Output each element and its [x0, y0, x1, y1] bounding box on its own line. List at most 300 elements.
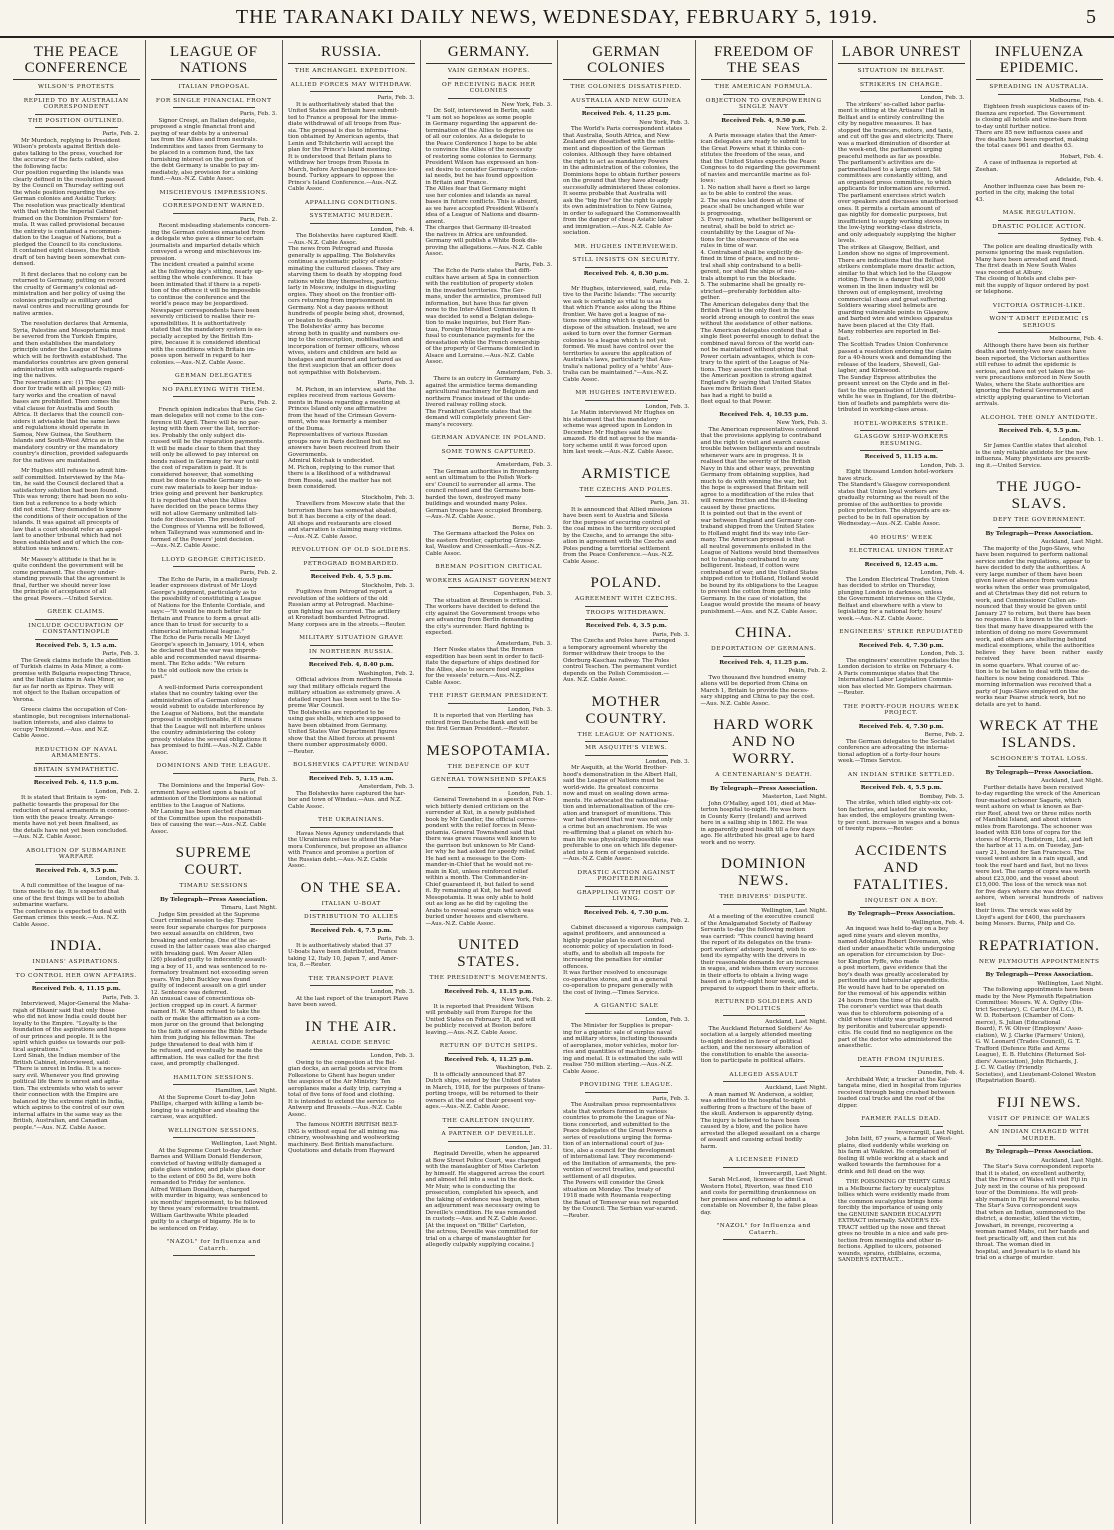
text-line: will remove friction and the ill-feeling	[700, 498, 808, 504]
text-line: The news from Petrograd and Russia	[288, 246, 394, 252]
text-line: did not exist. They demanded to know	[13, 507, 122, 513]
text-line: military situation as extremely grave. A	[288, 690, 401, 696]
text-line: continue a systematic policy of exter-	[288, 259, 394, 265]
text-line: 12. Sentence was deferred.	[150, 989, 229, 996]
divider	[310, 985, 393, 986]
text-line: tions meets to day. It is expected that	[13, 889, 120, 895]
text-line: The famous NORTH BRITISH BELT-	[296, 1122, 399, 1128]
newspaper-columns	[8, 40, 1108, 1524]
text-line: have been sent to Austria and Silesia	[563, 513, 669, 519]
subheading: INCLUDE OCCUPATION OF CONSTANTINOPLE	[28, 622, 125, 635]
text-line: have been placed at the City Hall.	[838, 322, 935, 329]
text-line: many's recovery.	[425, 421, 473, 428]
text-line: The Czechs and Poles have arranged	[571, 638, 676, 644]
divider	[173, 396, 256, 397]
divider	[585, 906, 668, 907]
text-line: forcibly the importance of using only	[838, 1205, 943, 1211]
divider	[448, 1141, 531, 1142]
text-line: feet practically off, and then cut his	[975, 1235, 1077, 1242]
text-line: W. D. Robertson (Chamber of Com-	[975, 1013, 1075, 1019]
divider	[35, 127, 118, 128]
text-line: with the restitution of property stolen	[425, 281, 533, 287]
text-line: livered railway rolling stock.	[425, 402, 507, 408]
text-line: rajah of Bikanir said that only those	[13, 1007, 115, 1014]
article-paragraph	[151, 118, 278, 183]
text-line: siders it advisable that the same laws	[13, 418, 120, 425]
dateline: Paris, Feb. 2.	[239, 570, 277, 576]
text-line: tend its sympathy with the drivers in	[700, 953, 806, 959]
text-line: Many robberies are reported in Bel-	[838, 329, 941, 335]
subheading: REVOLUTION OF OLD SOLDIERS.	[291, 547, 411, 553]
text-line: ican delegates are ready to submit to	[700, 139, 807, 145]
text-line: intention of doing no more Government	[975, 630, 1088, 636]
subheading: A GIGANTIC SALE	[593, 1003, 659, 1009]
text-line: gives no trouble in a nice and safe pro-	[838, 1231, 949, 1237]
column-headline: INFLUENZA EPIDEMIC.	[976, 44, 1104, 80]
text-line: German troops have occupied Bromberg.	[425, 507, 543, 514]
text-line: stated that the mandatory system is es-	[150, 327, 263, 333]
text-line: preferable to one on which life degener-	[563, 843, 678, 849]
subheading: DEPORTATION OF GERMANS.	[711, 646, 817, 652]
text-line: guilty of indecent assault on a girl under	[150, 983, 267, 989]
text-line: serious, and have not yet taken the se-	[975, 368, 1086, 375]
text-line: returned to Germany, putting on record	[13, 278, 126, 284]
text-line: from Russia, said the matter has not	[288, 477, 392, 484]
text-line: It is officially announced that 87	[433, 1071, 526, 1078]
text-line: a crime but an anachronism. He was	[563, 823, 668, 830]
text-line: must be done to enable Germany to se-	[150, 478, 262, 484]
text-line: be sentenced on Friday.	[150, 1225, 219, 1232]
text-line: Mr Murdoch, replying to President	[21, 137, 121, 144]
text-line: ago. He attributed his great age to hard	[700, 833, 815, 839]
text-line: by the Czechs, and to arrange the situ-	[563, 532, 674, 539]
text-line: states that no country taking over the	[150, 691, 258, 697]
text-line: Judge Sim presided at the Supreme	[158, 911, 260, 918]
article-paragraph	[426, 598, 553, 637]
text-line: who did not know India could doubt her	[13, 1014, 127, 1020]
text-line: Phillips, charged with killing a lamb be-	[150, 1101, 264, 1107]
text-line: much to do with winning the war, but	[700, 478, 807, 485]
text-line: standing prevails that the agreement is	[13, 576, 125, 582]
divider	[998, 424, 1082, 425]
article-paragraph	[563, 286, 690, 384]
subheading: ENGINEERS' STRIKE REPUDIATED	[839, 629, 964, 635]
text-line: he declared that the war was improb-	[150, 648, 258, 654]
article-paragraph	[976, 987, 1104, 1085]
text-line: The conference is expected to deal with	[13, 908, 127, 915]
text-line: J. C. W. Catley (Friendly	[975, 1065, 1043, 1071]
text-line: received through being crushed between	[838, 1089, 955, 1096]
dateline: Wellington, Last Night.	[211, 1141, 277, 1147]
text-line: William Garthwaite White pleaded	[150, 1212, 249, 1219]
divider	[585, 94, 668, 95]
dateline: Auckland, Last Night.	[1041, 1157, 1103, 1164]
text-line: diate withdrawal of all troops from Rus-	[288, 121, 402, 127]
text-line: ments. He advocated the nationalisa-	[563, 797, 669, 804]
newspaper-title: THE TARANAKI DAILY NEWS, WEDNESDAY, FEBRUARY 5, 1919.	[235, 6, 879, 28]
text-line: naval centres and recruiting grounds for	[13, 304, 129, 310]
article-paragraph	[426, 647, 553, 686]
text-line: been intimated that if there is a repeti-	[150, 281, 262, 288]
text-line: grossly violates the several obligations it	[150, 736, 267, 743]
article-paragraph	[288, 387, 415, 491]
section-headline: THE JUGO-SLAVS.	[996, 479, 1082, 512]
text-line: political life there is unrest and agita-	[13, 1079, 121, 1085]
article-paragraph	[563, 126, 690, 237]
text-line: information, but have thus far given	[425, 300, 529, 307]
text-line: are advancing from Berlin demanding	[425, 617, 534, 623]
text-line: depends on the Polish Commission.—	[563, 670, 669, 677]
text-line: by peritonitis and tubercular appendi-	[838, 1023, 947, 1030]
text-line: their reasonable demands for an increase	[700, 959, 819, 966]
text-line: police protection. The shipyards are ex-	[838, 508, 951, 514]
text-line: groups now in Paris declined but no	[288, 438, 391, 445]
text-line: sia. The proposal is due to informa-	[288, 127, 389, 134]
text-line: week.—Aus.-N.Z. Cable Assoc.	[838, 615, 925, 622]
subheading: INQUEST ON A BOY.	[864, 897, 938, 904]
text-line: The workers have decided to defend the	[425, 604, 540, 610]
text-line: Sir James Cantlie states that alcohol	[983, 443, 1087, 449]
divider	[585, 107, 668, 108]
text-line: Newspaper correspondents have been	[150, 307, 260, 314]
text-line: The Auckland Returned Soldiers' As-	[708, 1025, 813, 1032]
subheading: ALCOHOL THE ONLY ANTIDOTE.	[980, 414, 1098, 421]
text-line: £15,000. The loss of the wreck was not	[975, 882, 1087, 888]
text-line: tude for discussion. The president of	[150, 517, 255, 523]
text-line: tor Kington Fyffe, who made	[838, 958, 920, 965]
text-line: whenever wars are in progress. It is	[700, 452, 804, 459]
text-line: tive to the Pacific Islands: "The security	[563, 292, 676, 298]
divider	[585, 400, 668, 401]
text-line: the Government intervenes on the Clyde,	[838, 596, 956, 602]
text-line: bases in future conflicts. This is absurd,	[425, 199, 539, 205]
text-line: in County Kerry (Ireland) and arrived	[700, 813, 807, 820]
divider	[310, 557, 393, 558]
text-line: Cable Assoc.	[288, 186, 325, 192]
text-line: peaceful methods as far as possible.	[838, 153, 941, 160]
text-line: or beaten to death.	[288, 317, 343, 324]
text-line: He would have had to be operated on	[838, 984, 945, 991]
dateline: London, Feb. 4.	[920, 570, 965, 576]
received-line: By Telegraph—Press Association.	[985, 972, 1093, 978]
dateline: Paris, Feb. 3.	[377, 380, 415, 386]
text-line: League would provide the means of heavy	[700, 602, 821, 608]
text-line: It is pointed out that in the event of	[700, 511, 802, 517]
divider	[310, 910, 393, 911]
text-line: islands. It was against all precepts of	[13, 520, 119, 526]
text-line: It is stated that Britain is sym-	[21, 795, 108, 801]
divider	[448, 1127, 531, 1128]
text-line: pledged the Council to its conclusions.	[13, 241, 123, 248]
text-line: John O'Malley, aged 101, died at Mas-	[708, 800, 817, 807]
dateline: Stockholm, Feb. 3.	[361, 494, 415, 501]
text-line: his statement that the mandatory	[563, 416, 659, 423]
text-line: self committed. Interviewed by the Ma-	[13, 474, 125, 481]
text-line: very large number of them have been	[975, 571, 1083, 578]
divider	[860, 558, 943, 559]
text-line: for the natives are maintained.	[13, 457, 101, 464]
text-line: stantinople, but recognises international-	[13, 713, 131, 720]
text-line: Assoc.	[288, 863, 307, 869]
text-line: tection from meningitis and other in-	[838, 1237, 943, 1244]
text-line: still refuse to admit the epidemic is	[975, 362, 1076, 368]
subheading: THE CARLETON INQUIRY.	[442, 1117, 536, 1124]
dateline: Wellington, Last Night.	[761, 907, 827, 914]
text-line: come permanent. The cheery under-	[13, 569, 117, 576]
text-line: The Powers will consider the Greek	[563, 1180, 664, 1186]
text-line: German crimes this week.—Aus. N.Z.	[13, 915, 119, 921]
text-line: Poles pending a territorial settlement	[563, 545, 670, 552]
text-line: (26) pleaded guilty to indecently assault-	[150, 957, 267, 963]
divider	[173, 383, 256, 384]
text-line: ment. The Echo adds: "We return	[150, 661, 246, 667]
received-line: Received Feb. 4, 8.30 p.m.	[583, 270, 669, 277]
divider	[585, 606, 668, 607]
subheading: SCHOONER'S TOTAL LOSS.	[990, 756, 1088, 762]
text-line: buildings and wounded many Poles.	[425, 501, 528, 507]
subheading: BOLSHEVIKS CAPTURE WINDAU	[292, 762, 410, 768]
dateline: London, Feb. 4.	[370, 226, 415, 233]
text-line: THE POISONING OF THIRTY GIRLS	[846, 1179, 951, 1185]
article-paragraph	[426, 268, 553, 366]
text-line: the American position is strong against	[700, 373, 813, 379]
text-line: colonies.—Aus.-N.Z. Cable Assoc.	[150, 359, 246, 366]
text-line: tries going and prevent her bankruptcy.	[150, 491, 264, 497]
text-line: and the right to visit and search cause	[700, 439, 810, 446]
divider	[173, 1137, 256, 1138]
text-line: taking 12, Italy 10, Japan 7, and Amer-	[288, 955, 399, 962]
article-paragraph	[426, 797, 553, 927]
text-line: It is understood that Britain plans to	[288, 153, 392, 160]
dateline: Paris, Feb. 3.	[652, 1095, 690, 1102]
text-line: anaesthetic.	[838, 1043, 873, 1049]
text-line: of twenty rupees.—Reuter.	[838, 826, 914, 832]
text-line: for the vessels' return.—Aus.-N.Z.	[425, 673, 522, 679]
text-line: reduction of naval armaments in connec-	[13, 808, 130, 814]
text-line: He had sent a message to the Com-	[425, 855, 527, 862]
divider	[585, 741, 668, 742]
article-paragraph	[838, 658, 965, 697]
text-line: Cabinet discussed a vigorous campaign	[571, 924, 684, 931]
text-line: gian docks, an aerial goods service from	[288, 1066, 403, 1072]
text-line: Belfast and is entirely controlling the	[838, 114, 944, 121]
text-line: on the ground that they have already	[563, 178, 669, 184]
text-line: ries and quantities of machinery, cloth-	[563, 1049, 674, 1055]
text-line: tional adoption of a forty-four hours	[838, 751, 940, 758]
text-line: strong both in quality and numbers ow-	[288, 330, 401, 337]
text-line: constable on November 8, the false pleas	[700, 1203, 818, 1209]
divider	[723, 1167, 806, 1168]
text-line: The police are dealing drastically with	[983, 243, 1093, 250]
text-line: starving them to death by stopping food	[288, 272, 402, 278]
text-line: The resolution declares that Armenia,	[21, 321, 129, 327]
dateline: Bombay, Feb. 3.	[919, 793, 965, 800]
dateline: Amsterdam, Feb. 3.	[496, 369, 552, 376]
dateline: Paris, Feb. 2.	[652, 279, 690, 285]
text-line: tical aspirations."	[13, 1046, 63, 1053]
text-line: —Reuter.	[838, 690, 865, 696]
text-line: her premises and refusing to admit a	[700, 1196, 806, 1203]
subheading: AN INDIAN CHARGED WITH MURDER.	[989, 1129, 1090, 1142]
text-line: prepared to support them in their efforts.	[700, 985, 819, 992]
text-line: Quotations and details from Hayward	[288, 1148, 395, 1154]
text-line: ing and metal. It is estimated the sale will	[563, 1055, 683, 1062]
section-headline: ACCIDENTS AND FATALITIES.	[853, 842, 950, 893]
text-line: northern France instead of the unde-	[425, 395, 531, 402]
text-line: culties have arisen at Spa in connection	[425, 274, 539, 281]
divider	[585, 619, 668, 620]
subheading: THE TRANSPORT PIAVE	[308, 975, 394, 982]
text-line: total of five tons of food and clothing.	[288, 1092, 395, 1098]
text-line: have more British fleet	[700, 386, 766, 392]
text-line: of the Committee upon the responsibili-	[150, 815, 264, 822]
article-paragraph	[838, 102, 965, 414]
text-line: the cost of reparation is paid. It is	[150, 465, 247, 471]
text-line: isation interests, and also claims to	[13, 720, 114, 726]
text-line: in a Melbourne factory by eucalyptus	[838, 1185, 944, 1192]
subheading: AERIAL CODE SERVIC	[311, 1039, 391, 1046]
text-line: pected to be in full operation by	[838, 514, 929, 521]
article-paragraph	[701, 801, 828, 847]
text-line: barded the town, destroyed many	[425, 494, 522, 501]
divider	[585, 267, 668, 268]
dateline: London, Jan. 31.	[505, 1144, 552, 1151]
text-line: with breaking gaol. Wm Asser Allen	[150, 950, 253, 957]
text-line: balanced by the extreme right in India,	[13, 1098, 125, 1105]
section-headline: INDIA.	[50, 938, 103, 954]
text-line: Jowahari, in revenge, recovering a	[975, 1222, 1074, 1229]
divider	[998, 332, 1082, 333]
article-paragraph	[701, 914, 828, 992]
text-line: the Allies, also to secure food supplies	[425, 666, 535, 673]
divider	[998, 527, 1082, 528]
text-line: 24 hours from the time of his death.	[838, 997, 941, 1004]
text-line: conference are advocating the interna-	[838, 745, 949, 751]
article-paragraph	[426, 531, 553, 557]
dateline: Pekin, Feb. 2.	[788, 668, 827, 674]
text-line: there is a likelihood of a withdrawal	[288, 471, 391, 477]
text-line: It was further resolved to encourage	[563, 970, 668, 976]
text-line: with the manslaughter of Miss Carleton	[425, 1164, 539, 1170]
text-line: in the administration of the colonies, the	[563, 165, 679, 171]
divider	[448, 445, 531, 446]
article-paragraph	[151, 223, 278, 366]
text-line: potamia. General Townshend said that	[425, 829, 535, 836]
text-line: the GENUINE SANDER EUCALYPTI	[838, 1211, 942, 1218]
received-line: Received Feb. 5, 1.15 a.m.	[308, 775, 394, 782]
column-5	[558, 40, 696, 1524]
text-line: tion of leaflets and pamphlets were dis-	[838, 400, 951, 407]
text-line: London show no signs of improvement.	[838, 251, 950, 257]
dateline: Berne, Feb. 2.	[924, 732, 965, 738]
text-line: for a 40-hours week and demanding the	[838, 355, 952, 361]
text-line: ing the natives.	[13, 373, 57, 379]
text-line: said the League of Nations must be	[563, 778, 664, 784]
subheading: GERMAN DELEGATES	[175, 373, 253, 379]
text-line: Syria, Palestine and Mesopotamia must	[13, 327, 126, 334]
text-line: mora Conference, but propose an alliance	[288, 843, 408, 850]
text-line: Governments.	[288, 451, 328, 458]
received-line: Received Feb. 4, 3.5 p.m.	[585, 623, 667, 629]
text-line: Another influenza case has been re-	[983, 183, 1086, 190]
text-line: or telephone.	[975, 289, 1014, 295]
text-line: present unrest on the Clyde and in Bel-	[838, 381, 950, 387]
divider	[35, 864, 118, 865]
text-line: The American representatives contend	[708, 426, 819, 433]
subheading: A PARTNER OF DEVEILLE.	[441, 1131, 536, 1137]
text-line: be severed from the Turkish Empire,	[13, 334, 118, 340]
article-paragraph	[13, 658, 140, 704]
text-line: insufficient to supply working stoves in	[838, 218, 950, 225]
article-paragraph	[426, 1004, 553, 1037]
text-line: and only adequately supplying the higher	[838, 231, 956, 238]
text-line: proposed a single financial front and	[150, 124, 255, 130]
text-line: wounds, sprains, chilblains, eczema,	[838, 1250, 942, 1257]
text-line: Indemnities and taxes from Germany to	[150, 143, 264, 150]
divider	[723, 114, 806, 115]
text-line: states that Union loyal workers are	[838, 488, 939, 495]
subheading: OBJECTION TO OVERPOWERING SINGLE NAVY	[705, 97, 822, 110]
text-line: trial on a charge of murder.	[975, 1255, 1054, 1261]
subheading: AGREEMENT WITH CZECHS.	[574, 596, 678, 602]
subheading: THE LEAGUE OF NATIONS.	[577, 731, 675, 738]
text-line: Zealand are dissatisfied with the settle-	[563, 139, 676, 145]
text-line: man life was physically impossible was	[563, 836, 674, 843]
text-line: The resolution was practically identical	[13, 202, 125, 209]
article-paragraph	[151, 1095, 278, 1121]
text-line: Mr Muir, who is conducting the	[425, 1183, 515, 1190]
text-line: bonds raised in Germany for war until	[150, 458, 259, 465]
text-line: satisfactory solution had been found.	[13, 487, 119, 494]
text-line: It contained eight clauses, the British	[13, 248, 120, 254]
text-line: plan for the Prince's Island meeting.	[288, 147, 392, 153]
text-line: It is announced that Allied missions	[571, 506, 673, 513]
text-line: Admiral Kolchak is undecided.	[288, 458, 375, 464]
divider	[448, 703, 531, 704]
text-line: arrivals.	[975, 401, 999, 407]
text-line: retired from Deutsche Bank and will be	[425, 719, 538, 726]
text-line: war between England and Germany con-	[700, 517, 817, 524]
divider	[860, 907, 943, 908]
text-line: gas nightly for domestic purposes, but	[838, 212, 948, 218]
text-line: mediately, also provision for a sinking	[150, 169, 258, 176]
subheading: ELECTRICAL UNION THREAT	[848, 548, 954, 554]
text-line: world-wide. Its greatest concerns	[563, 784, 659, 791]
article-paragraph	[426, 376, 553, 428]
text-line: him last week.—Aus.-N.Z. Cable Assoc.	[563, 449, 674, 455]
text-line: to the old outlook now the crisis is	[150, 667, 249, 674]
dateline: London, Feb. 1.	[507, 790, 552, 797]
text-line: party of Jugo-Slavs employed on the	[975, 688, 1079, 695]
text-line: the cost of living.—Times Service.	[563, 989, 660, 996]
text-line: re-affirming that a planet on which hu-	[563, 830, 674, 836]
text-line: "I am not so hopeless as some people	[425, 114, 532, 121]
text-line: ing to the conscription, mobilisation and	[288, 337, 403, 343]
text-line: be bound by its obligations to the League	[700, 582, 819, 589]
divider	[35, 94, 118, 95]
column-headline: THE PEACE CONFERENCE	[13, 44, 140, 80]
article-paragraph	[701, 675, 828, 708]
text-line: and at Christmas they did not return to	[975, 591, 1088, 597]
section-headline: DOMINION NEWS.	[721, 856, 807, 889]
text-line: tributed in working-class areas.	[838, 407, 929, 413]
subheading: GENERAL TOWNSHEND SPEAKS	[430, 777, 547, 783]
text-line: Dr. Solf, interviewed in Berlin, said:	[433, 108, 535, 114]
text-line: British Cabinet, interviewed, said:	[13, 1059, 111, 1066]
text-line: John Isitt, 67 years, a farmer of West-	[846, 1136, 953, 1142]
article-paragraph	[151, 1148, 278, 1233]
article-paragraph	[151, 783, 278, 835]
